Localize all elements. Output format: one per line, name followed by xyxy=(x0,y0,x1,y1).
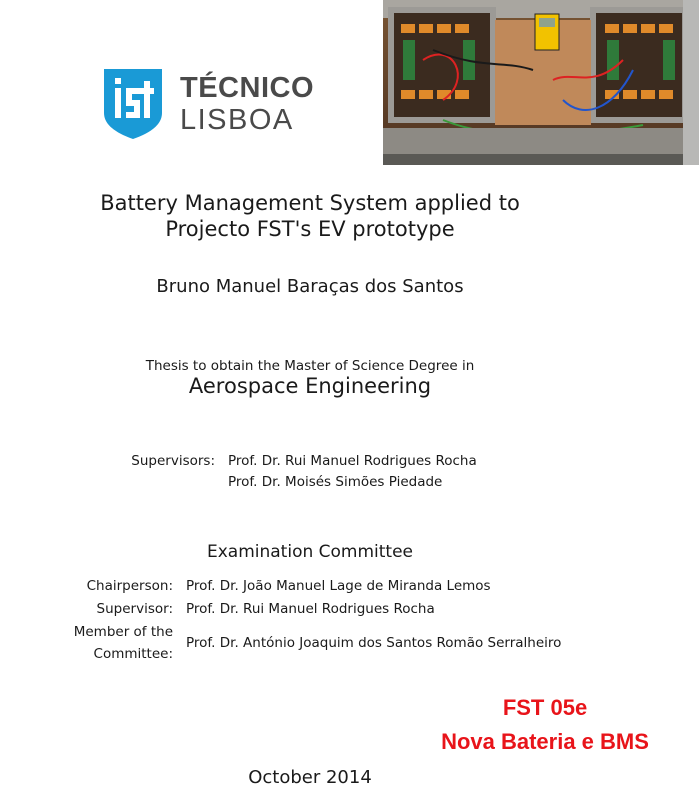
committee-title: Examination Committee xyxy=(206,542,414,562)
university-logo xyxy=(104,69,314,141)
committee-supervisor-name: Prof. Dr. Rui Manuel Rodrigues Rocha xyxy=(186,601,435,617)
supervisors-label: Supervisors: xyxy=(131,453,215,469)
battery-photo-illustration xyxy=(383,0,699,165)
degree-name: Aerospace Engineering xyxy=(188,374,432,398)
author-name: Bruno Manuel Baraças dos Santos xyxy=(156,276,464,297)
chairperson-label: Chairperson: xyxy=(86,578,173,594)
thesis-title-line-1: Battery Management System applied to xyxy=(100,191,520,215)
thesis-purpose: Thesis to obtain the Master of Science Degree in xyxy=(145,358,475,374)
ist-shield-icon xyxy=(104,69,162,139)
logo-text-tecnico: TÉCNICO xyxy=(180,72,314,104)
annotation-line-1: FST 05e xyxy=(502,695,588,720)
member-label-line-2: Committee: xyxy=(93,646,173,662)
chairperson-name: Prof. Dr. João Manuel Lage de Miranda Lemos xyxy=(186,578,491,594)
thesis-date: October 2014 xyxy=(248,767,372,788)
member-label-line-1: Member of the xyxy=(73,624,173,640)
committee-member-name: Prof. Dr. António Joaquim dos Santos Romão Serralheiro xyxy=(186,635,562,651)
supervisor-2-name: Prof. Dr. Moisés Simões Piedade xyxy=(228,474,443,490)
annotation-line-2: Nova Bateria e BMS xyxy=(441,729,649,754)
logo-text-lisboa: LISBOA xyxy=(180,104,294,136)
thesis-title-line-2: Projecto FST's EV prototype xyxy=(165,217,455,241)
battery-pack-photo xyxy=(383,0,699,165)
supervisor-1-name: Prof. Dr. Rui Manuel Rodrigues Rocha xyxy=(228,453,477,469)
committee-supervisor-label: Supervisor: xyxy=(96,601,173,617)
